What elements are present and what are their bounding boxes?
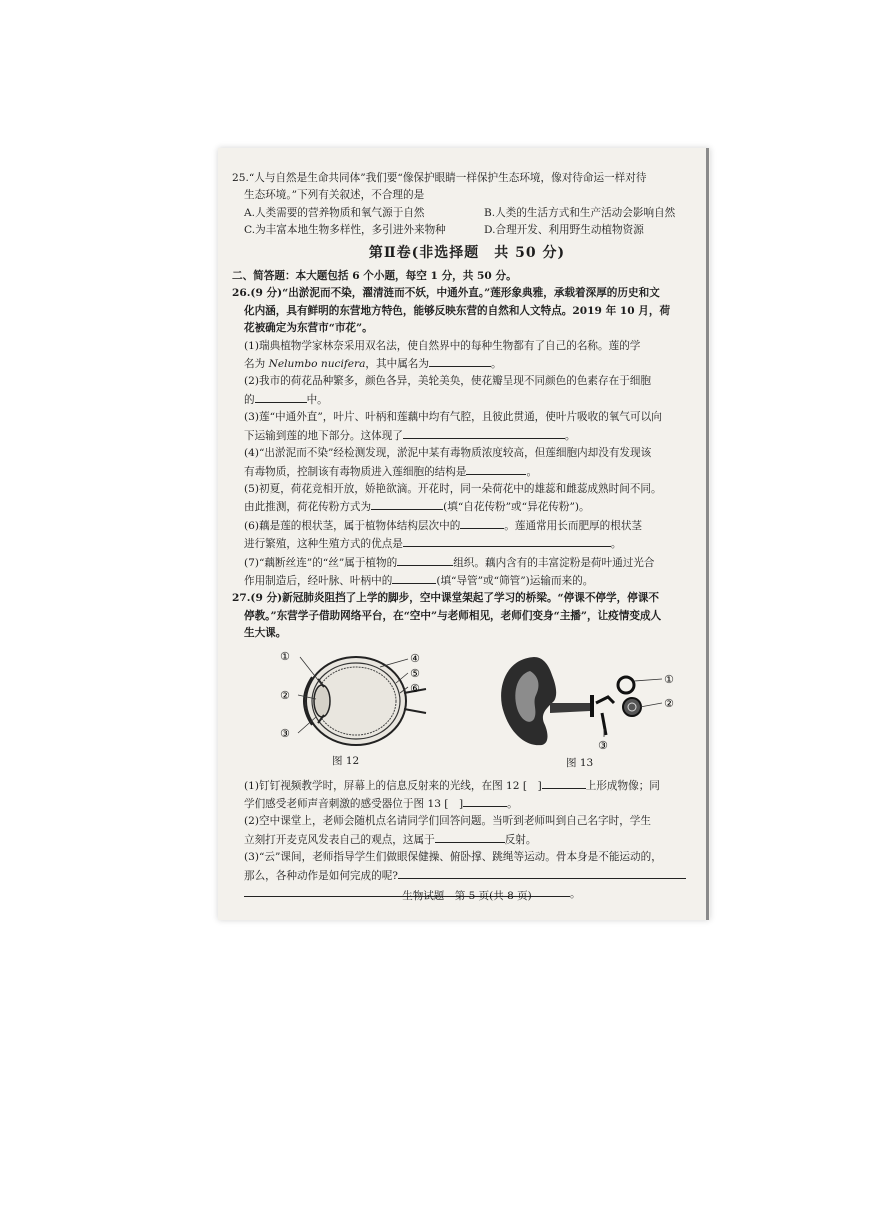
section-title: 第Ⅱ卷(非选择题 共 50 分) <box>368 244 566 261</box>
eye-label-5: ⑤ <box>410 666 420 680</box>
answer-blank[interactable] <box>403 535 611 547</box>
q27-p1-post: 上形成物像；同 <box>585 779 660 792</box>
q26-p7b-pre: 作用制造后，经叶脉、叶柄中的 <box>244 574 393 587</box>
page-footer: 生物试题 第 5 页(共 8 页) <box>402 890 532 902</box>
q27-stem-line2: 停教。”东营学子借助网络平台，在“空中”与老师相见，老师们变身“主播”，让疫情变成人 <box>244 609 662 622</box>
answer-blank[interactable] <box>435 831 505 843</box>
q26-p1-latin-name: Nelumbo nucifera <box>268 358 366 371</box>
exam-content <box>232 170 702 903</box>
q27-stem-line3: 生大课。 <box>244 627 287 640</box>
ossicles <box>596 697 614 703</box>
eardrum <box>590 695 594 717</box>
q26-p3-line1: (3)莲“中通外直”，叶片、叶柄和莲藕中均有气腔，且彼此贯通，使叶片吸收的氧气可以向 <box>244 411 662 424</box>
q26-p7-pre: (7)“藕断丝连”的“丝”属于植物的 <box>244 556 398 569</box>
fig13-caption: 图 13 <box>566 756 594 769</box>
q26-p4-text: 有毒物质，控制该有毒物质进入莲细胞的结构是 <box>244 465 467 478</box>
q26-p2-post: 中。 <box>306 393 328 406</box>
q26-stem-line2: 化内涵，具有鲜明的东营地方特色，能够反映东营的自然和人文特点。2019 年 10 月，荷 <box>244 304 671 317</box>
q27-p2-line2 <box>232 831 702 849</box>
eye-label-1: ① <box>280 649 290 663</box>
cochlea <box>623 698 641 716</box>
q27-p1-pre: (1)钉钉视频教学时，屏幕上的信息反射来的光线，在图 12 [ ] <box>244 779 542 792</box>
q25-option-d: D.合理开发、利用野生动植物资源 <box>484 224 644 237</box>
q26-p3-line2 <box>232 427 702 445</box>
q26-p6-pre: (6)藕是莲的根状茎，属于植物体结构层次中的 <box>244 519 461 532</box>
pointer-line <box>634 679 662 681</box>
answer-blank[interactable] <box>460 517 504 529</box>
answer-blank[interactable] <box>542 777 586 789</box>
eye-label-6: ⑥ <box>410 681 420 695</box>
q26-p5-line2 <box>232 498 702 516</box>
period: 。 <box>610 538 622 551</box>
q25-stem-line1: 25.“人与自然是生命共同体”我们要“像保护眼睛一样保护生态环境，像对待命运一样对待 <box>232 172 647 184</box>
pointer-line <box>640 703 662 707</box>
period: 。 <box>490 358 502 371</box>
q25-option-a: A.人类需要的营养物质和氧气源于自然 <box>244 206 425 219</box>
ear-label-1: ① <box>664 672 674 686</box>
answer-blank[interactable] <box>466 463 526 475</box>
q26-p1-pre: 名为 <box>244 358 269 371</box>
q26-p7-post: 组织。藕内含有的丰富淀粉是荷叶通过光合 <box>453 556 655 569</box>
q25-option-c: C.为丰富本地生物多样性，多引进外来物种 <box>244 224 446 237</box>
lens <box>314 685 330 717</box>
ear-label-3: ③ <box>598 738 608 751</box>
q27-p3-text: 那么，各种动作是如何完成的呢? <box>244 869 398 882</box>
semicircular-canals <box>618 677 634 693</box>
period: 。 <box>507 797 518 810</box>
part2-header: 二、简答题：本大题包括 6 个小题，每空 1 分，共 50 分。 <box>232 270 517 283</box>
q26-p1-post: ，其中属名为 <box>365 358 429 371</box>
q26-p5-line1: (5)初夏，荷花竞相开放，娇艳欲滴。开花时，同一朵荷花中的雄蕊和雌蕊成熟时间不同。 <box>244 482 662 495</box>
sheet-edge <box>706 148 709 920</box>
q26-p6-post: 。莲通常用长而肥厚的根状茎 <box>504 519 643 532</box>
answer-blank[interactable] <box>397 554 453 566</box>
pointer-line <box>380 659 408 667</box>
q25-options-row2 <box>232 222 702 239</box>
q26-p7-line2 <box>232 572 702 590</box>
q26-p2-line2 <box>232 391 702 409</box>
period: 。 <box>526 465 538 478</box>
answer-blank[interactable] <box>398 867 686 879</box>
q27-p2-line1: (2)空中课堂上，老师会随机点名请同学们回答问题。当听到老师叫到自己名字时，学生 <box>244 815 651 828</box>
answer-blank[interactable] <box>429 355 491 367</box>
figures-area <box>232 649 702 767</box>
q26-p6-line2 <box>232 535 702 553</box>
q26-stem-line1: 26.(9 分)“出淤泥而不染，濯清涟而不妖，中通外直。”莲形象典雅，承载着深厚的历史和文 <box>232 287 660 300</box>
eye-label-3: ③ <box>280 726 290 740</box>
ear-canal <box>550 703 590 713</box>
q26-p7b-post: (填“导管”或“筛管”)运输而来的。 <box>436 574 594 587</box>
q26-p1-line1: (1)瑞典植物学家林奈采用双名法，使自然界中的每种生物都有了自己的名称。莲的学 <box>244 339 641 352</box>
q27-p1-line2 <box>232 795 702 813</box>
q26-p6-text: 进行繁殖，这种生殖方式的优点是 <box>244 538 403 551</box>
q27-p2-post: 反射。 <box>504 833 537 846</box>
q27-stem-line1: 27.(9 分)新冠肺炎阻挡了上学的脚步，空中课堂架起了学习的桥梁。“停课不停学，停课不 <box>232 592 659 605</box>
q25-stem-line2: 生态环境。”下列有关叙述，不合理的是 <box>244 189 425 202</box>
eye-diagram <box>260 649 430 755</box>
answer-blank[interactable] <box>463 795 507 807</box>
q26-stem-line3: 花被确定为东营市“市花”。 <box>244 322 373 335</box>
answer-blank[interactable] <box>403 427 565 439</box>
q26-p6-line1 <box>232 517 702 535</box>
q25-options-row1 <box>232 205 702 222</box>
q27-p3-line2 <box>232 867 702 885</box>
q26-p7-line1 <box>232 554 702 572</box>
q27-p1-line1 <box>232 777 702 795</box>
answer-blank[interactable] <box>392 572 436 584</box>
q26-p4-line1: (4)“出淤泥而不染”经检测发现，淤泥中某有毒物质浓度较高，但莲细胞内却没有发现该 <box>244 447 652 460</box>
fig12-caption: 图 12 <box>332 754 360 767</box>
q25-option-b: B.人类的生活方式和生产活动会影响自然 <box>484 206 676 219</box>
q27-p1b-text: 学们感受老师声音刺激的感受器位于图 13 [ ] <box>244 797 464 810</box>
answer-blank[interactable] <box>255 391 307 403</box>
period: 。 <box>570 888 581 900</box>
eye-label-2: ② <box>280 688 290 702</box>
eye-label-4: ④ <box>410 651 420 665</box>
q26-p2-pre: 的 <box>244 393 255 406</box>
q26-p1-line2 <box>232 355 702 373</box>
answer-blank[interactable] <box>371 498 443 510</box>
q26-p4-line2 <box>232 463 702 481</box>
q26-p2-line1: (2)我市的荷花品种繁多，颜色各异，美轮美奂，使花瓣呈现不同颜色的色素存在于细胞 <box>244 375 651 388</box>
q26-p5-post: (填“自花传粉”或“异花传粉”)。 <box>443 501 590 514</box>
ear-diagram <box>494 651 684 751</box>
ear-label-2: ② <box>664 696 674 710</box>
q27-p2-pre: 立刻打开麦克风发表自己的观点，这属于 <box>244 833 435 846</box>
period: 。 <box>564 429 576 442</box>
q27-p3-line1: (3)“云”课间，老师指导学生们做眼保健操、俯卧撑、跳绳等运动。骨本身是不能运动的， <box>244 851 662 864</box>
q26-p5-pre: 由此推测，荷花传粉方式为 <box>244 501 372 514</box>
q26-p3-text: 下运输到莲的地下部分。这体现了 <box>244 429 403 442</box>
